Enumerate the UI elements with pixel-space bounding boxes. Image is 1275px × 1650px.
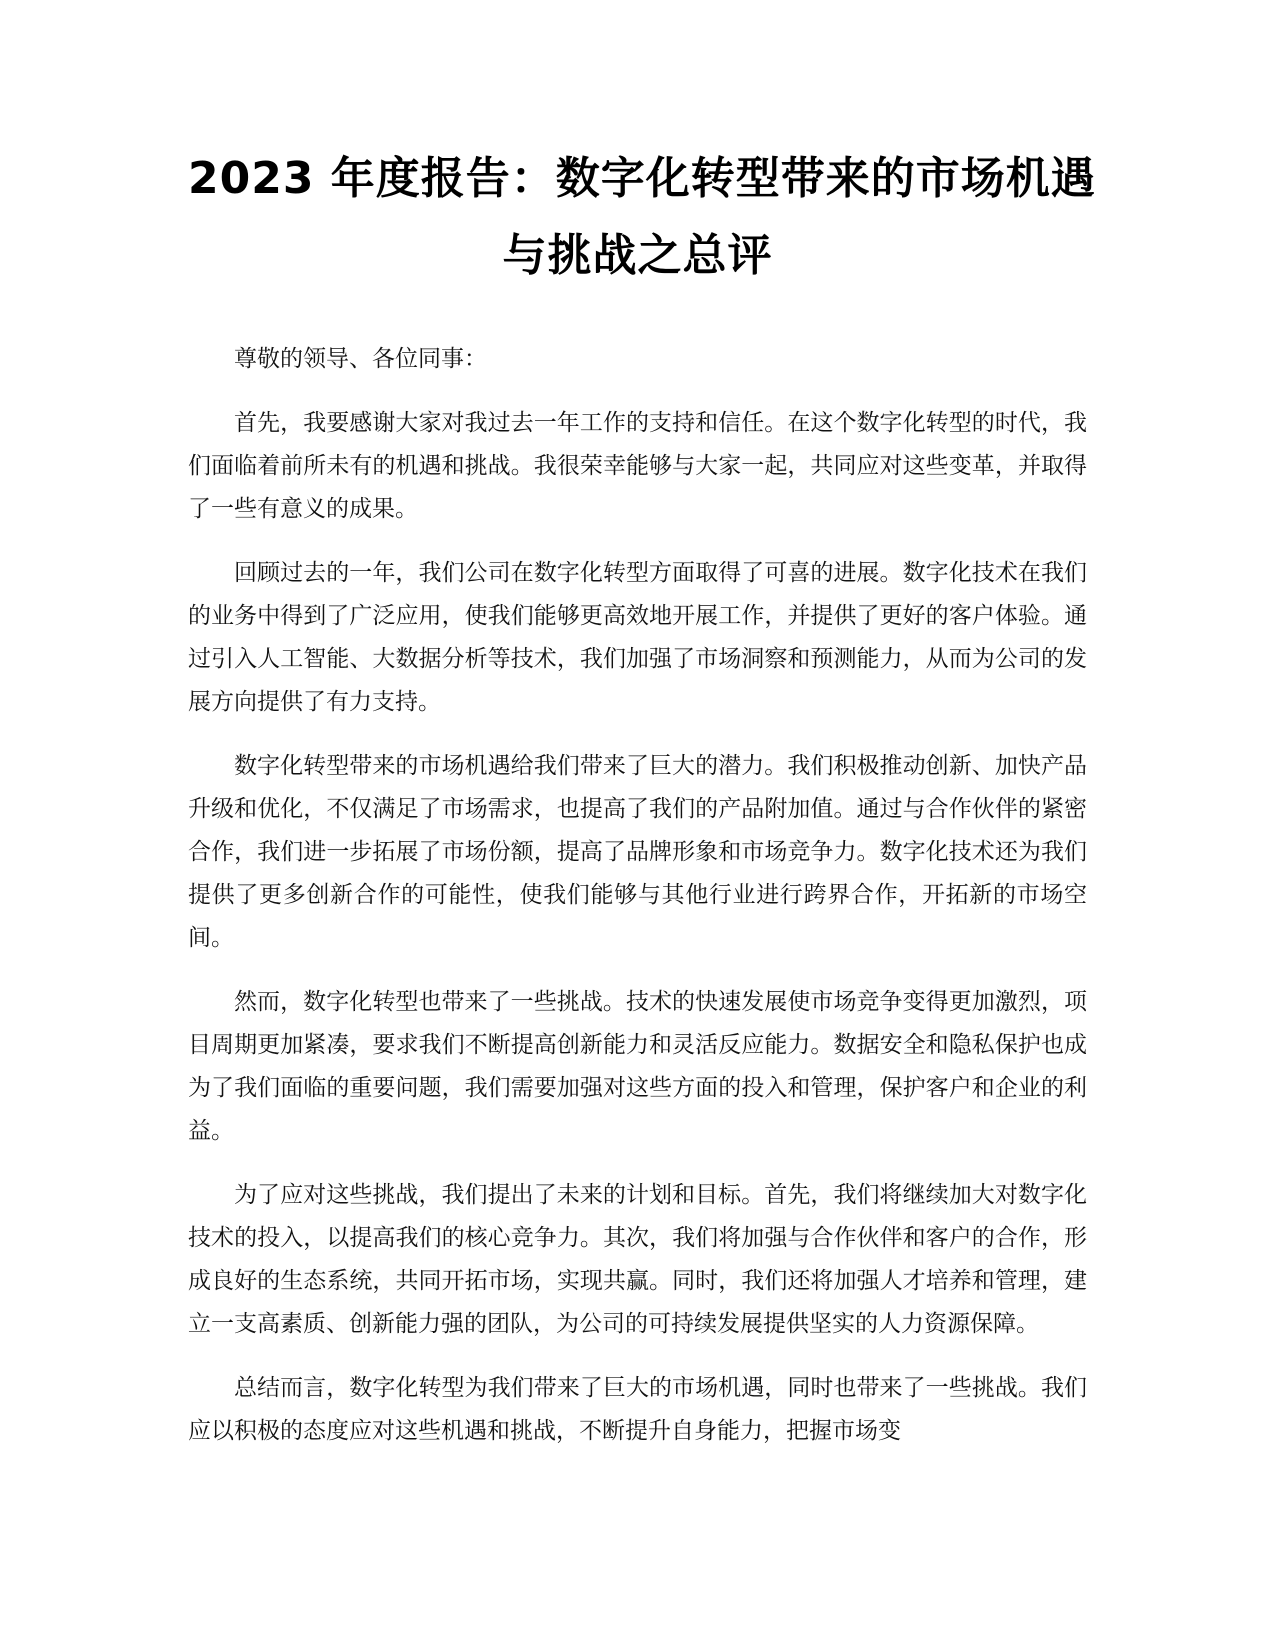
paragraph-thanks: 首先，我要感谢大家对我过去一年工作的支持和信任。在这个数字化转型的时代，我们面临着前所未有的机遇和挑战。我很荣幸能够与大家一起，共同应对这些变革，并取得了一些有意义的成果。 [188,410,1087,522]
title-line-1: 2023 年度报告：数字化转型带来的市场机遇 [188,153,1096,204]
title-line-2: 与挑战之总评 [502,230,773,281]
paragraph-plans: 为了应对这些挑战，我们提出了未来的计划和目标。首先，我们将继续加大对数字化技术的投入，以提高我们的核心竞争力。其次，我们将加强与合作伙伴和客户的合作，形成良好的生态系统，共同开拓市场，实现共赢。同时，我们还将加强人才培养和管理，建立一支高素质、创新能力强的团队，为公司的可持续发展提供坚实的人力资源保障。 [188,1182,1087,1337]
paragraph-opportunities: 数字化转型带来的市场机遇给我们带来了巨大的潜力。我们积极推动创新、加快产品升级和优化，不仅满足了市场需求，也提高了我们的产品附加值。通过与合作伙伴的紧密合作，我们进一步拓展了市场份额，提高了品牌形象和市场竞争力。数字化技术还为我们提供了更多创新合作的可能性，使我们能够与其他行业进行跨界合作，开拓新的市场空间。 [188,753,1087,951]
document-body [188,338,1087,1453]
paragraph-challenges: 然而，数字化转型也带来了一些挑战。技术的快速发展使市场竞争变得更加激烈，项目周期更加紧凑，要求我们不断提高创新能力和灵活反应能力。数据安全和隐私保护也成为了我们面临的重要问题，我们需要加强对这些方面的投入和管理，保护客户和企业的利益。 [188,989,1087,1144]
paragraph-summary: 总结而言，数字化转型为我们带来了巨大的市场机遇，同时也带来了一些挑战。我们应以积极的态度应对这些机遇和挑战，不断提升自身能力，把握市场变 [188,1375,1087,1444]
document-title [188,140,1096,294]
salutation: 尊敬的领导、各位同事： [234,346,487,372]
paragraph-review: 回顾过去的一年，我们公司在数字化转型方面取得了可喜的进展。数字化技术在我们的业务中得到了广泛应用，使我们能够更高效地开展工作，并提供了更好的客户体验。通过引入人工智能、大数据分析等技术，我们加强了市场洞察和预测能力，从而为公司的发展方向提供了有力支持。 [188,560,1087,715]
